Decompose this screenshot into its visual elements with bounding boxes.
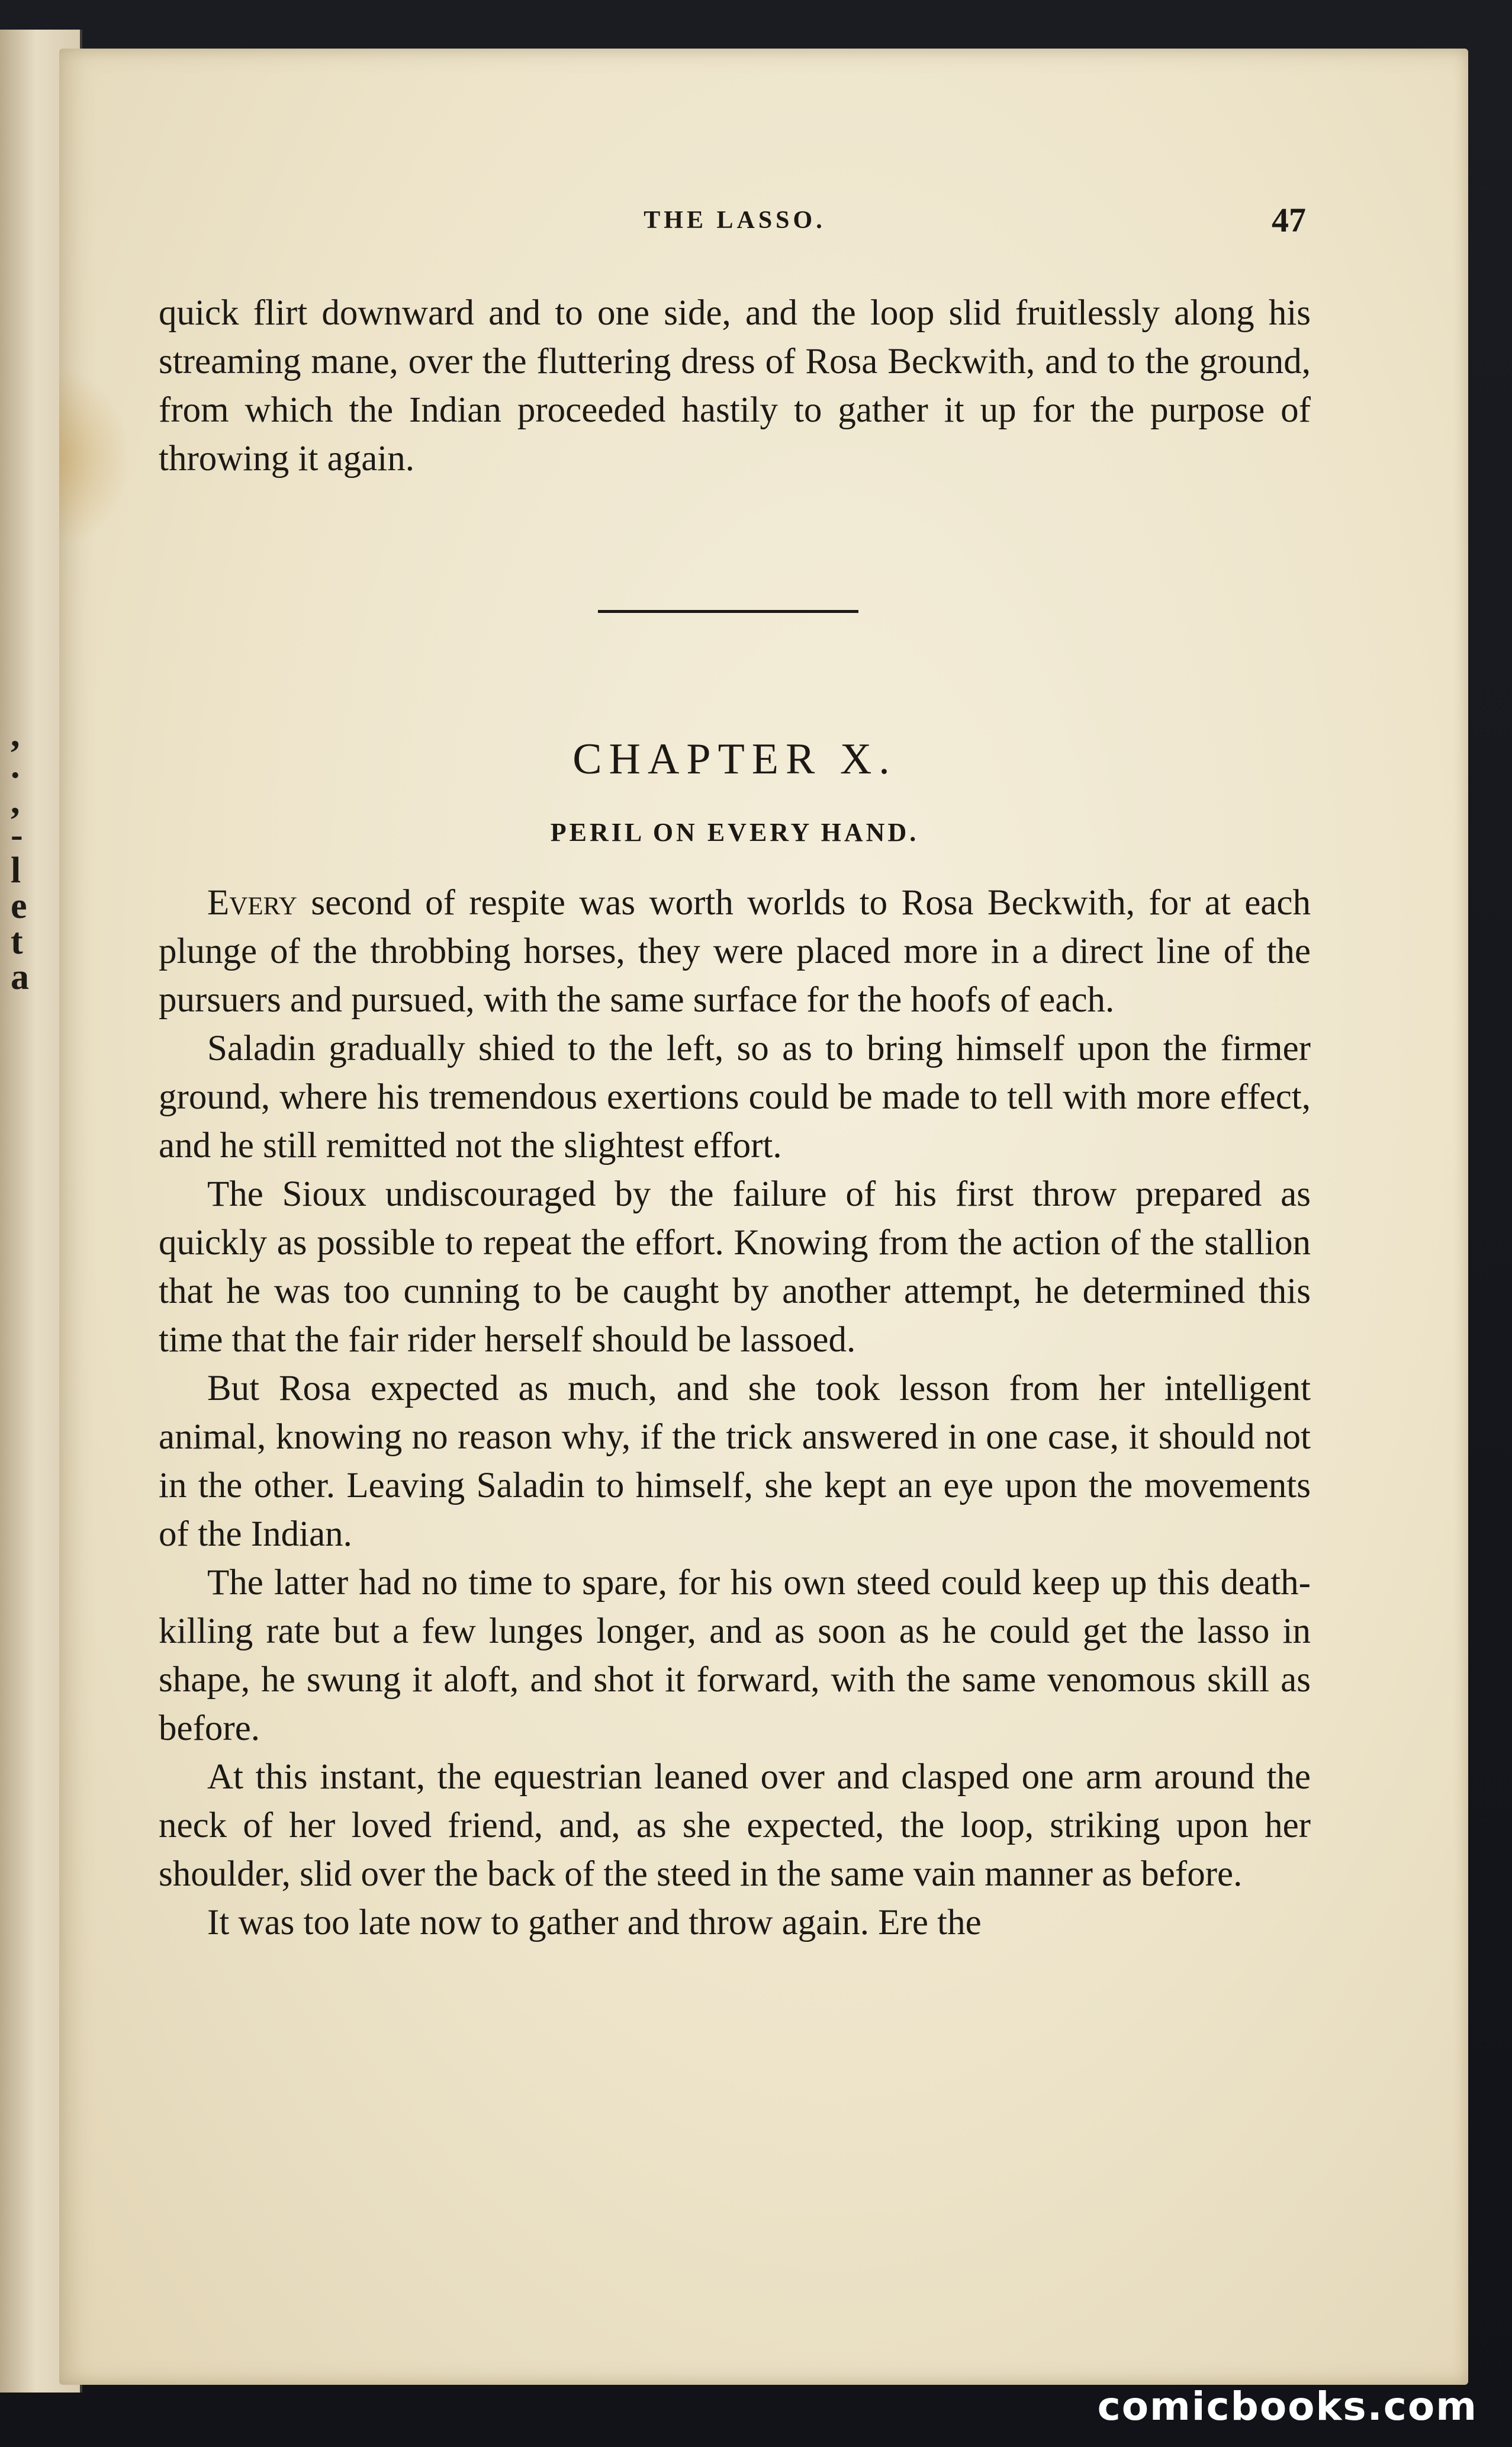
facing-page-fragment: , (11, 714, 20, 754)
page-stain (59, 368, 130, 546)
facing-page-fragment: . (11, 746, 20, 786)
facing-page-fragment: a (11, 957, 29, 997)
chapter-body (159, 879, 1311, 1947)
running-head (159, 200, 1311, 242)
paragraph-text: second of respite was worth worlds to Rosa Beckwith, for at each plunge of the throbbing horses, they were placed more in a direct line of the pursuers and pursued, with the same surface for the hoofs of each. (159, 883, 1311, 1020)
paragraph: Saladin gradually shied to the left, so as to bring himself upon the firmer ground, where his tremendous exertions could be made to tell with more effect, and he still remitted not the slightest effort. (159, 1029, 1311, 1165)
facing-page-fragment: , (11, 781, 20, 821)
facing-page-fragment: e (11, 886, 27, 926)
opening-text (159, 289, 1311, 483)
watermark: comicbooks.com (1097, 2384, 1478, 2429)
opening-word: Every (207, 883, 297, 923)
paragraph: At this instant, the equestrian leaned over and clasped one arm around the neck of her loved friend, and, as she expected, the loop, striking upon her shoulder, slid over the back of the steed in the same vain manner as before. (159, 1757, 1311, 1894)
section-divider (598, 610, 858, 613)
paragraph: quick flirt downward and to one side, and the loop slid fruitlessly along his streaming mane, over the fluttering dress of Rosa Beckwith, and to the ground, from which the Indian proceeded hastily to gather it up for the purpose of throwing it again. (159, 293, 1311, 479)
paragraph: But Rosa expected as much, and she took lesson from her intelligent animal, knowing no reason why, if the trick answered in one case, it should not in the other. Leaving Saladin to himself, she kept an eye upon the movements of the Indian. (159, 1369, 1311, 1554)
chapter-subtitle: PERIL ON EVERY HAND. (550, 818, 919, 847)
chapter-title: CHAPTER X. (572, 735, 897, 783)
facing-page-fragment: t (11, 921, 23, 962)
facing-page-fragment: l (11, 850, 21, 891)
page-number: 47 (1272, 201, 1306, 239)
paragraph: The latter had no time to spare, for his own steed could keep up this death-killing rate but a few lunges longer, and as soon as he could get the lasso in shape, he swung it aloft, and shot it forward, with the same venomous skill as before. (159, 1563, 1311, 1748)
paragraph: The Sioux undiscouraged by the failure of his first throw prepared as quickly as possible to repeat the effort. Knowing from the action of the stallion that he was too cunning to be caught by another attempt, he determined this time that the fair rider herself should be lassoed. (159, 1174, 1311, 1360)
running-title: THE LASSO. (644, 207, 826, 234)
facing-page-fragment: - (11, 815, 23, 855)
paragraph: It was too late now to gather and throw again. Ere the (207, 1903, 982, 1942)
paragraph (159, 879, 1311, 1025)
